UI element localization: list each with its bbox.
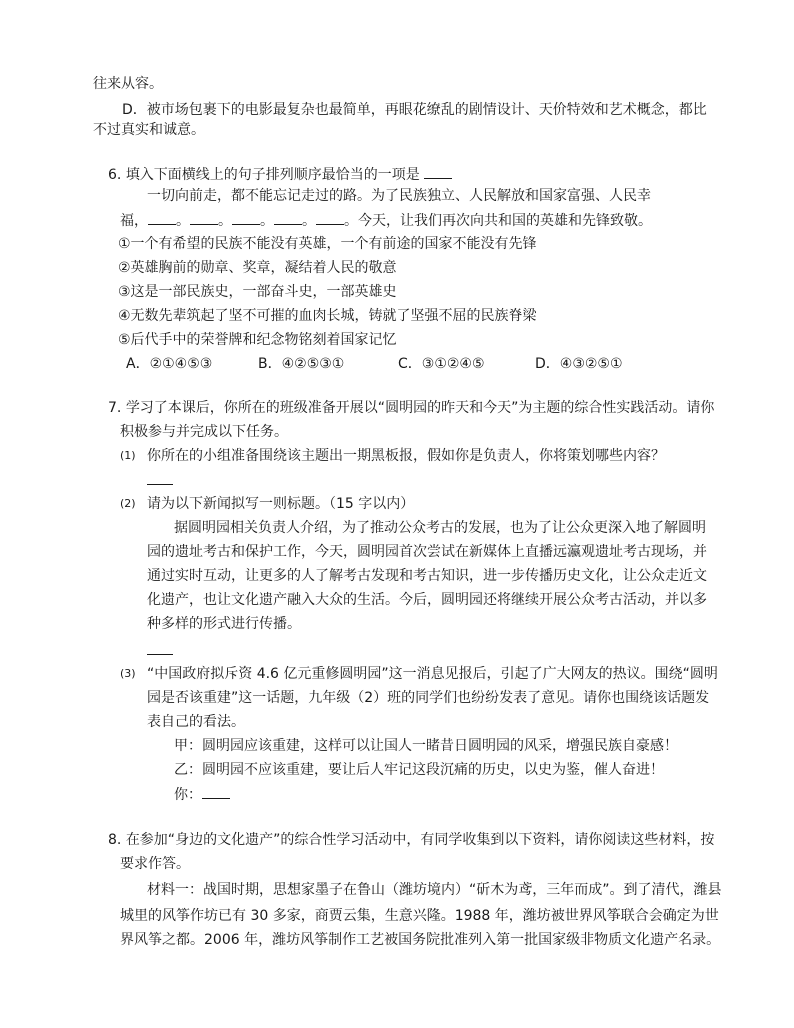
q6-number: 6.: [108, 167, 122, 183]
q7-sub1-text: 你所在的小组准备围绕该主题出一期黑板报，假如你是负责人，你将策划哪些内容？: [147, 448, 665, 464]
q6-blank-3[interactable]: [232, 210, 260, 225]
q6-options: [126, 354, 623, 374]
q6-option-c[interactable]: C．③①②④⑤: [398, 356, 485, 372]
q7-news-line1: 据圆明园相关负责人介绍，为了推动公众考古的发展，也为了让公众更深入地了解圆明: [174, 520, 706, 536]
q6-option-a[interactable]: A．②①④⑤③: [126, 356, 213, 372]
q7-news-line5: 种多样的形式进行传播。: [147, 616, 301, 632]
q7-sub3-line2: 园是否该重建”这一话题，九年级（2）班的同学们也纷纷发表了意见。请你也围绕该话题发: [147, 690, 710, 706]
q8-material-line3: 界风筝之都。2006 年，潍坊风筝制作工艺被国务院批准列入第一批国家级非物质文化遗产名录。: [120, 932, 721, 948]
q6-sentence-4: ④无数先辈筑起了坚不可摧的血肉长城，铸就了坚强不屈的民族脊梁: [118, 308, 537, 324]
q7-sub3-yi: 乙：圆明园不应该重建，要让后人牢记这段沉痛的历史，以史为鉴，催人奋进！: [174, 762, 664, 778]
q7-sub1-label: (1): [120, 449, 136, 462]
q6-sentence-2: ②英雄胸前的勋章、奖章，凝结着人民的敬意: [118, 260, 397, 276]
q7-sub2-text: 请为以下新闻拟写一则标题。（15 字以内）: [147, 496, 415, 512]
q7-sub3-jia: 甲：圆明园应该重建，这样可以让国人一睹昔日圆明园的风采，增强民族自豪感！: [174, 738, 678, 754]
q7-news-line3: 通过实时互动，让更多的人了解考古发现和考古知识，进一步传播历史文化，让公众走近文: [147, 568, 707, 584]
option-d-text: D．被市场包裹下的电影最复杂也最简单，再眼花缭乱的剧情设计、天价特效和艺术概念，都比: [122, 102, 707, 118]
q6-option-d[interactable]: D．④③②⑤①: [535, 356, 623, 372]
q7-sub2-answer-line[interactable]: [147, 654, 173, 655]
q6-sentence-3: ③这是一部民族史，一部奋斗史，一部英雄史: [118, 284, 397, 300]
q8-material-line2: 城里的风筝作坊已有 30 多家，商贾云集，生意兴隆。1988 年，潍坊被世界风筝联合会确定为世: [120, 908, 719, 924]
q8-intro-cont: 要求作答。: [120, 856, 190, 872]
q6-option-b[interactable]: B．④②⑤③①: [258, 356, 345, 372]
q7-news-line4: 化遗产，也让文化遗产融入大众的生活。今后，圆明园还将继续开展公众考古活动，并以多: [147, 592, 707, 608]
q6-prompt-text: 填入下面横线上的句子排列顺序最恰当的一项是: [125, 167, 420, 183]
q7-sub2-label: (2): [120, 497, 136, 510]
q7-number: 7.: [108, 400, 122, 416]
q7-sub3-line3: 表自己的看法。: [147, 714, 245, 730]
q6-blank-1[interactable]: [148, 210, 176, 225]
q7-intro: 7. 学习了本课后，你所在的班级准备开展以“圆明园的昨天和今天”为主题的综合性实践活动。请你: [108, 400, 715, 416]
q7-intro-cont: 积极参与并完成以下任务。: [120, 424, 288, 440]
q6-passage-line1: 一切向前走，都不能忘记走过的路。为了民族独立、人民解放和国家富强、人民幸: [147, 188, 651, 204]
q6-prompt: [108, 164, 452, 185]
q6-blank-2[interactable]: [190, 210, 218, 225]
q6-blank-5[interactable]: [316, 210, 344, 225]
q7-news-line2: 园的遗址考古和保护工作，今天，圆明园首次尝试在新媒体上直播远瀛观遗址考古现场，并: [147, 544, 707, 560]
q6-blank-4[interactable]: [274, 210, 302, 225]
q7-sub3-line1: “中国政府拟斥资 4.6 亿元重修圆明园”这一消息见报后，引起了广大网友的热议。围绕“圆明: [147, 666, 718, 682]
q7-sub3-label: (3): [120, 667, 136, 680]
q6-sentence-5: ⑤后代手中的荣誉牌和纪念物铭刻着国家记忆: [118, 332, 397, 348]
q8-material-line1: 材料一：战国时期，思想家墨子在鲁山（潍坊境内）“斫木为鸢，三年而成”。到了清代，潍县: [147, 882, 722, 898]
q6-passage-line2: 福， 。 。 。 。 。今天，让我们再次向共和国的英雄和先锋致敬。: [120, 210, 652, 231]
q7-sub1-answer-line[interactable]: [147, 484, 173, 485]
continuation-text: 往来从容。: [93, 76, 163, 92]
q7-sub3-answer-blank[interactable]: [202, 784, 230, 799]
q8-number: 8.: [108, 832, 122, 848]
q8-intro: 8. 在参加“身边的文化遗产”的综合性学习活动中，有同学收集到以下资料，请你阅读这些材料，按: [108, 832, 715, 848]
q7-sub3-ni: 你：: [174, 784, 230, 805]
q6-answer-blank[interactable]: [424, 164, 452, 179]
option-d-text-cont: 不过真实和诚意。: [93, 122, 205, 138]
q6-sentence-1: ①一个有希望的民族不能没有英雄，一个有前途的国家不能没有先锋: [118, 236, 537, 252]
